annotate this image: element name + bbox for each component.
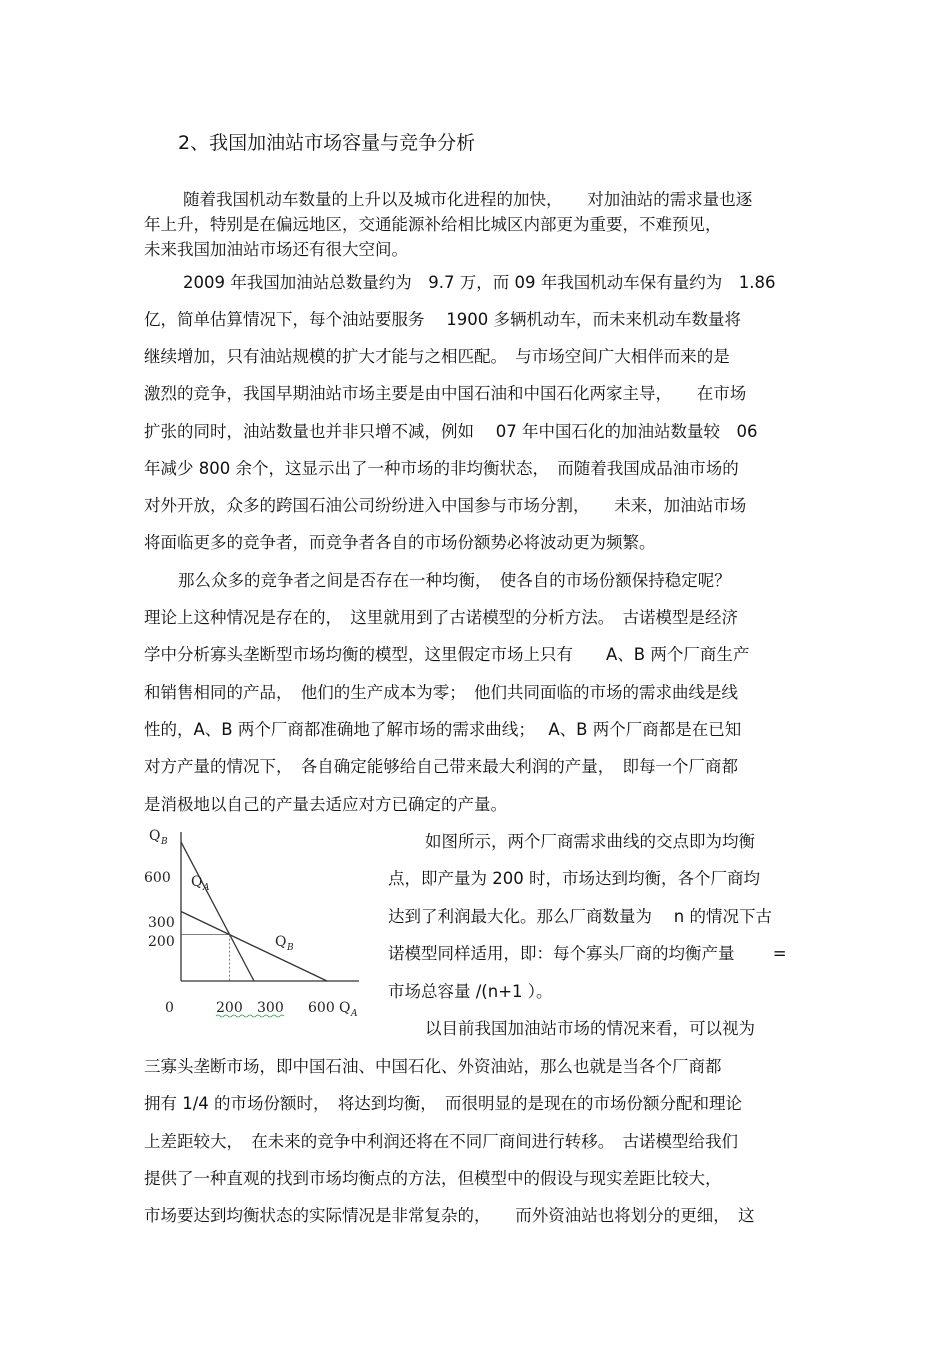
text-line: 如图所示，两个厂商需求曲线的交点即为均衡	[425, 832, 755, 851]
text-line: 提供了一种直观的找到市场均衡点的方法，但模型中的假设与现实差距比较大，	[144, 1169, 722, 1188]
text-line: 以目前我国加油站市场的情况来看，可以视为	[425, 1019, 755, 1038]
x-tick-label: 600	[308, 1000, 335, 1016]
text-line: 随着我国机动车数量的上升以及城市化进程的加快， 对加油站的需求量也逐	[183, 190, 753, 209]
x-axis-label-sub: A	[351, 1009, 358, 1019]
tick-underline	[216, 1015, 284, 1017]
text-line: 市场要达到均衡状态的实际情况是非常复杂的， 而外资油站也将划分的更细， 这	[144, 1206, 755, 1225]
text-line: 三寡头垄断市场，即中国石油、中国石化、外资油站，那么也就是当各个厂商都	[144, 1057, 722, 1076]
text-line: 将面临更多的竞争者，而竞争者各自的市场份额势必将波动更为频繁。	[144, 533, 656, 552]
text-line: 年上升，特别是在偏远地区，交通能源补给相比城区内部更为重要，不难预见，	[144, 215, 722, 234]
text-line: 扩张的同时，油站数量也并非只增不减，例如 07 年中国石化的加油站数量较 06	[144, 422, 758, 441]
text-line: 诺模型同样适用，即：每个寡头厂商的均衡产量 =	[388, 944, 787, 963]
text-line: 继续增加，只有油站规模的扩大才能与之相匹配。 与市场空间广大相伴而来的是	[144, 347, 730, 366]
text-line: 亿，简单估算情况下，每个油站要服务 1900 多辆机动车，而未来机动车数量将	[144, 310, 741, 329]
curve-qa-label-sub: A	[203, 883, 210, 893]
text-line: 2009 年我国加油站总数量约为 9.7 万，而 09 年我国机动车保有量约为 1.86	[183, 273, 776, 292]
text-line: 理论上这种情况是存在的， 这里就用到了古诺模型的分析方法。 古诺模型是经济	[144, 608, 738, 627]
y-axis-label: Q	[149, 828, 161, 844]
x-tick-label: 200	[216, 1000, 243, 1016]
text-line: 学中分析寡头垄断型市场均衡的模型，这里假定市场上只有 A、B 两个厂商生产	[144, 645, 750, 664]
cournot-chart	[143, 824, 371, 1021]
text-line: 点，即产量为 200 时，市场达到均衡，各个厂商均	[388, 869, 760, 888]
text-line: 达到了利润最大化。那么厂商数量为 n 的情况下古	[388, 907, 772, 926]
text-line: 激烈的竞争，我国早期油站市场主要是由中国石油和中国石化两家主导， 在市场	[144, 384, 747, 403]
section-title: 2、我国加油站市场容量与竞争分析	[178, 132, 476, 154]
x-tick-label: 0	[165, 1000, 174, 1016]
curve-qb-label-sub: B	[287, 943, 294, 953]
text-line: 性的，A、B 两个厂商都准确地了解市场的需求曲线； A、B 两个厂商都是在已知	[144, 720, 742, 739]
text-line: 对外开放，众多的跨国石油公司纷纷进入中国参与市场分割， 未来，加油站市场	[144, 496, 747, 515]
text-line: 未来我国加油站市场还有很大空间。	[144, 240, 408, 259]
y-tick-label: 300	[148, 915, 175, 931]
curve-qb-label: Q	[275, 934, 287, 950]
text-line: 拥有 1/4 的市场份额时， 将达到均衡， 而很明显的是现在的市场份额分配和理论	[144, 1094, 743, 1113]
text-line: 对方产量的情况下， 各自确定能够给自己带来最大利润的产量， 即每一个厂商都	[144, 757, 738, 776]
x-axis-label: Q	[339, 1000, 351, 1016]
text-line: 和销售相同的产品， 他们的生产成本为零； 他们共同面临的市场的需求曲线是线	[144, 683, 738, 702]
y-axis-label-sub: B	[161, 837, 168, 847]
text-line: 是消极地以自己的产量去适应对方已确定的产量。	[144, 795, 507, 814]
y-tick-label: 600	[144, 870, 171, 886]
y-tick-label: 200	[148, 934, 175, 950]
curve-qa	[181, 842, 254, 981]
curve-qb	[181, 911, 327, 981]
cournot-figure	[143, 824, 371, 1021]
curve-qa-label: Q	[191, 874, 203, 890]
text-line: 那么众多的竞争者之间是否存在一种均衡， 使各自的市场份额保持稳定呢？	[178, 571, 731, 590]
text-line: 市场总容量 /(n+1 ）。	[388, 982, 553, 1001]
text-line: 年减少 800 余个，这显示出了一种市场的非均衡状态， 而随着我国成品油市场的	[144, 459, 739, 478]
x-tick-label: 300	[257, 1000, 284, 1016]
text-line: 上差距较大， 在未来的竞争中利润还将在不同厂商间进行转移。 古诺模型给我们	[144, 1132, 738, 1151]
